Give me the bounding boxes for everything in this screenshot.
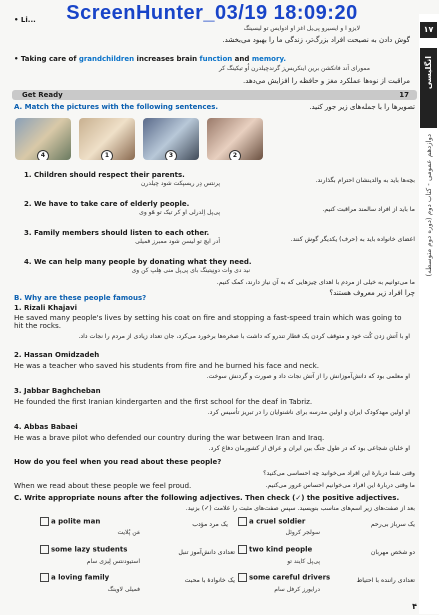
checkbox[interactable] — [238, 545, 247, 554]
pictures-row — [15, 118, 265, 162]
person-2-name: 2. Hassan Omidzadeh — [14, 351, 100, 359]
page-badge: ۱۷ — [420, 22, 437, 38]
picture-family: 3 — [143, 118, 199, 160]
c-row2-left-fa: تعدادی دانش‌آموز تنبل — [178, 549, 235, 556]
checkbox[interactable] — [40, 545, 49, 554]
a-item-3: 3. Family members should listen to each other. — [24, 229, 210, 237]
a-item-2-words: پی‌پل اِلدرلی او کر تیک تو هَو وی — [139, 209, 220, 216]
person-1-name: 1. Rizali Khajavi — [14, 304, 78, 312]
subject-tab — [420, 48, 437, 128]
person-4-text: He was a brave pilot who defended our country during the war between Iran and Iraq. — [14, 433, 325, 442]
bullet-1: • Li... — [14, 16, 36, 24]
section-b-title: B. Why are these people famous? — [14, 294, 147, 302]
c-row1-right-fa: یک سرباز بی‌رحم — [370, 521, 415, 528]
a-item-1-words: پرنتس دِر ریسپکت شود چیلدرن — [140, 180, 220, 187]
get-ready-title: Get Ready — [22, 91, 63, 99]
person-3-name: 3. Jabbar Baghcheban — [14, 387, 101, 395]
checkbox[interactable] — [238, 573, 247, 582]
feel-question: How do you feel when you read about these people? — [14, 458, 222, 466]
get-ready-band — [12, 90, 417, 100]
bullet-2: • Taking care of grandchildren increases brain function and memory. — [14, 55, 287, 63]
c-row1-right: a cruel soldier — [238, 517, 305, 526]
a-item-1-fa: بچه‌ها باید به والدینشان احترام بگذارند. — [315, 177, 415, 184]
picture-elderly-care: 2 — [207, 118, 263, 160]
c-row3-left-words: فمیلی لاوینگ — [107, 586, 140, 593]
c-row3-right-fa: تعدادی راننده با احتیاط — [356, 577, 415, 584]
subject-label: انگلیسی — [424, 56, 433, 90]
feel-question-fa: وقتی شما دربارهٔ این افراد می‌خوانید چه احساسی می‌کنید؟ — [263, 470, 415, 477]
a-item-4-fa: ما می‌توانیم به خیلی از مردم با اهدای چیزهایی که به آن نیاز دارند، کمک کنیم. — [216, 279, 415, 286]
screenhunter-watermark: ScreenHunter_03/19 18:09:20 — [66, 2, 358, 24]
person-2-fa: او معلمی بود که دانش‌آموزانش را از آتش نجات داد و صورت و گردنش سوخت. — [206, 373, 410, 380]
c-row3-right-words: درایورز کرفل سام — [274, 586, 320, 593]
section-a-title-fa: تصویرها را با جمله‌های زیر جور کنید. — [309, 103, 415, 111]
feel-answer: When we read about these people we feel proud. — [14, 481, 192, 490]
person-1-fa: او با آتش زدن کُت خود و متوقف کردن یک قطار تندرو که داشت با صخره‌ها برخورد می‌کرد، جان تعداد زیادی از مردم را نجات داد. — [78, 333, 410, 340]
a-item-2-fa: ما باید از افراد سالمند مراقبت کنیم. — [322, 206, 415, 213]
section-a-title: A. Match the pictures with the following sentences. — [14, 103, 219, 111]
sidebar — [419, 14, 439, 614]
a-item-4: 4. We can help many people by donating what they need. — [24, 258, 252, 266]
c-row1-right-words: سولجر کروئل — [285, 529, 320, 536]
c-row1-left-fa: یک مرد مؤدب — [192, 521, 228, 528]
c-row2-left-words: استیودنتس لِیزی سام — [86, 558, 140, 565]
c-row2-left: some lazy students — [40, 545, 127, 554]
person-1-text: He saved many people's lives by setting his coat on fire and stopping a fast-speed train which was going to hit the rocks. — [14, 313, 402, 331]
a-item-3-words: اَدر ایچ تو لیسن شود ممبرز فمیلی — [135, 238, 220, 245]
person-4-name: 4. Abbas Babaei — [14, 423, 78, 431]
c-row1-left: a polite man — [40, 517, 100, 526]
c-row3-left: a loving family — [40, 573, 109, 582]
section-c-title-fa: بعد از صفت‌های زیر اسم‌های مناسب بنویسید. سپس صفت‌های مثبت را علامت (✓) بزنید. — [185, 505, 415, 512]
section-c-title: C. Write appropriate nouns after the following adjectives. Then check (✓) the positive adjectives. — [14, 494, 400, 502]
c-row3-right: some careful drivers — [238, 573, 330, 582]
person-3-text: He founded the first Iranian kindergarten and the first school for the deaf in Tabriz. — [14, 397, 313, 406]
person-4-fa: او خلبان شجاعی بود که در طول جنگ بین ایران و عراق از کشورمان دفاع کرد. — [208, 445, 410, 452]
c-row3-left-fa: یک خانوادهٔ با محبت — [184, 577, 235, 584]
a-item-4-words: نید دی وات دونِیتینگ بای پی‌پل منی هِلپ کن وی — [131, 267, 250, 274]
band-number: 17 — [399, 91, 409, 99]
a-item-2: 2. We have to take care of elderly people. — [24, 200, 190, 208]
section-b-title-fa: چرا افراد زیر معروف هستند؟ — [329, 289, 415, 297]
bullet-2-pronunciation: ممورای اَند فانکشن برین اینکریس‌ز گرندچیلدرن اُو تیکینگ کر — [218, 65, 370, 72]
person-3-fa: او اولین مهدکودک ایران و اولین مدرسه برای ناشنوایان را در تبریز تأسیس کرد. — [207, 409, 410, 416]
person-2-text: He was a teacher who saved his students from fire and he burned his face and neck. — [14, 361, 320, 370]
checkbox[interactable] — [238, 517, 247, 526]
bullet-2-translation: مراقبت از نوه‌ها عملکرد مغز و حافظه را افزایش می‌دهد. — [243, 77, 410, 85]
picture-children-parents: 1 — [79, 118, 135, 160]
grade-label: دوازدهم عمومی - کتاب دوم (دوره دوم متوسطه) — [425, 134, 433, 277]
c-row2-right-words: پی‌پل کایند تو — [287, 558, 320, 565]
c-row1-left-words: مَن پُلایت — [117, 529, 140, 536]
checkbox[interactable] — [40, 517, 49, 526]
bullet-1-pronunciation: لایزو ا و ایسیرو پی‌یل اغز او ادوایس تو لیسینگ — [243, 25, 360, 32]
page-number: ۴ — [412, 601, 417, 611]
feel-answer-fa: ما وقتی دربارهٔ این افراد می‌خوانیم احساس غرور می‌کنیم. — [265, 482, 415, 489]
checkbox[interactable] — [40, 573, 49, 582]
c-row2-right: two kind people — [238, 545, 312, 554]
a-item-1: 1. Children should respect their parents. — [24, 171, 185, 179]
c-row2-right-fa: دو شخص مهربان — [370, 549, 415, 556]
a-item-3-fa: اعضای خانواده باید به (حرف) یکدیگر گوش کنند. — [290, 236, 415, 243]
picture-donation: 4 — [15, 118, 71, 160]
bullet-1-translation: گوش دادن به نصیحت افراد بزرگ‌تر، زندگی ما را بهبود می‌بخشد. — [222, 36, 410, 44]
